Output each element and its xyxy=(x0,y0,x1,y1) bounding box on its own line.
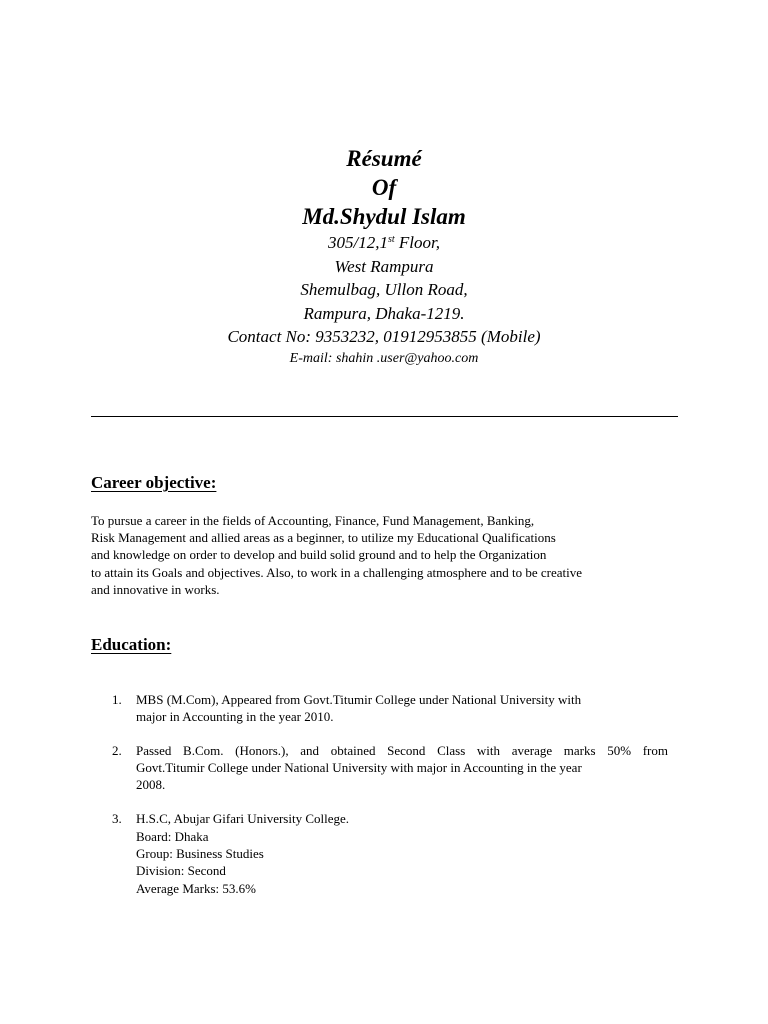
email-address: E-mail: shahin .user@yahoo.com xyxy=(289,350,479,366)
education-line: 2008. xyxy=(136,777,166,793)
list-number: 2. xyxy=(112,742,122,758)
address-line-1 xyxy=(0,231,768,255)
education-line: Board: Dhaka xyxy=(136,828,209,844)
education-line: Division: Second xyxy=(136,863,226,879)
objective-line: and innovative in works. xyxy=(91,581,220,597)
objective-line: Risk Management and allied areas as a beginner, to utilize my Educational Qualifications xyxy=(91,530,556,546)
education-line: major in Accounting in the year 2010. xyxy=(136,709,334,725)
education-line: MBS (M.Com), Appeared from Govt.Titumir College under National University with xyxy=(136,692,582,707)
resume-header xyxy=(0,144,768,369)
address-line-1-prefix: 305/12,1 xyxy=(328,233,388,252)
education-line: Average Marks: 53.6% xyxy=(136,880,256,896)
objective-line: To pursue a career in the fields of Accounting, Finance, Fund Management, Banking, xyxy=(91,513,535,528)
objective-line: and knowledge on order to develop and build solid ground and to help the Organization xyxy=(91,547,547,563)
objective-line: to attain its Goals and objectives. Also, to work in a challenging atmosphere and to be creative xyxy=(91,564,582,580)
education-line: Govt.Titumir College under National University with major in Accounting in the year xyxy=(136,759,582,775)
resume-of: Of xyxy=(371,175,397,200)
address-line-2: West Rampura xyxy=(334,256,434,276)
education-line: Group: Business Studies xyxy=(136,846,264,862)
education-heading: Education: xyxy=(91,635,172,654)
address-line-1-superscript: st xyxy=(387,234,395,245)
education-line: Passed B.Com. (Honors.), and obtained Second Class with average marks 50% from xyxy=(136,742,668,758)
education-item xyxy=(112,810,668,896)
resume-title: Résumé xyxy=(346,146,422,171)
contact-numbers: Contact No: 9353232, 01912953855 (Mobile) xyxy=(227,327,541,346)
address-line-3: Shemulbag, Ullon Road, xyxy=(300,280,468,299)
address-line-1-suffix: Floor, xyxy=(394,233,440,252)
career-objective-heading: Career objective: xyxy=(91,473,217,492)
candidate-name: Md.Shydul Islam xyxy=(302,204,466,229)
address-line-4: Rampura, Dhaka-1219. xyxy=(303,303,465,323)
career-objective-text xyxy=(91,512,691,598)
education-item xyxy=(112,742,668,794)
list-number: 3. xyxy=(112,811,122,827)
header-divider xyxy=(91,416,678,417)
education-item xyxy=(112,691,668,726)
education-list xyxy=(112,691,668,897)
list-number: 1. xyxy=(112,692,122,707)
education-line: H.S.C, Abujar Gifari University College. xyxy=(136,811,350,827)
